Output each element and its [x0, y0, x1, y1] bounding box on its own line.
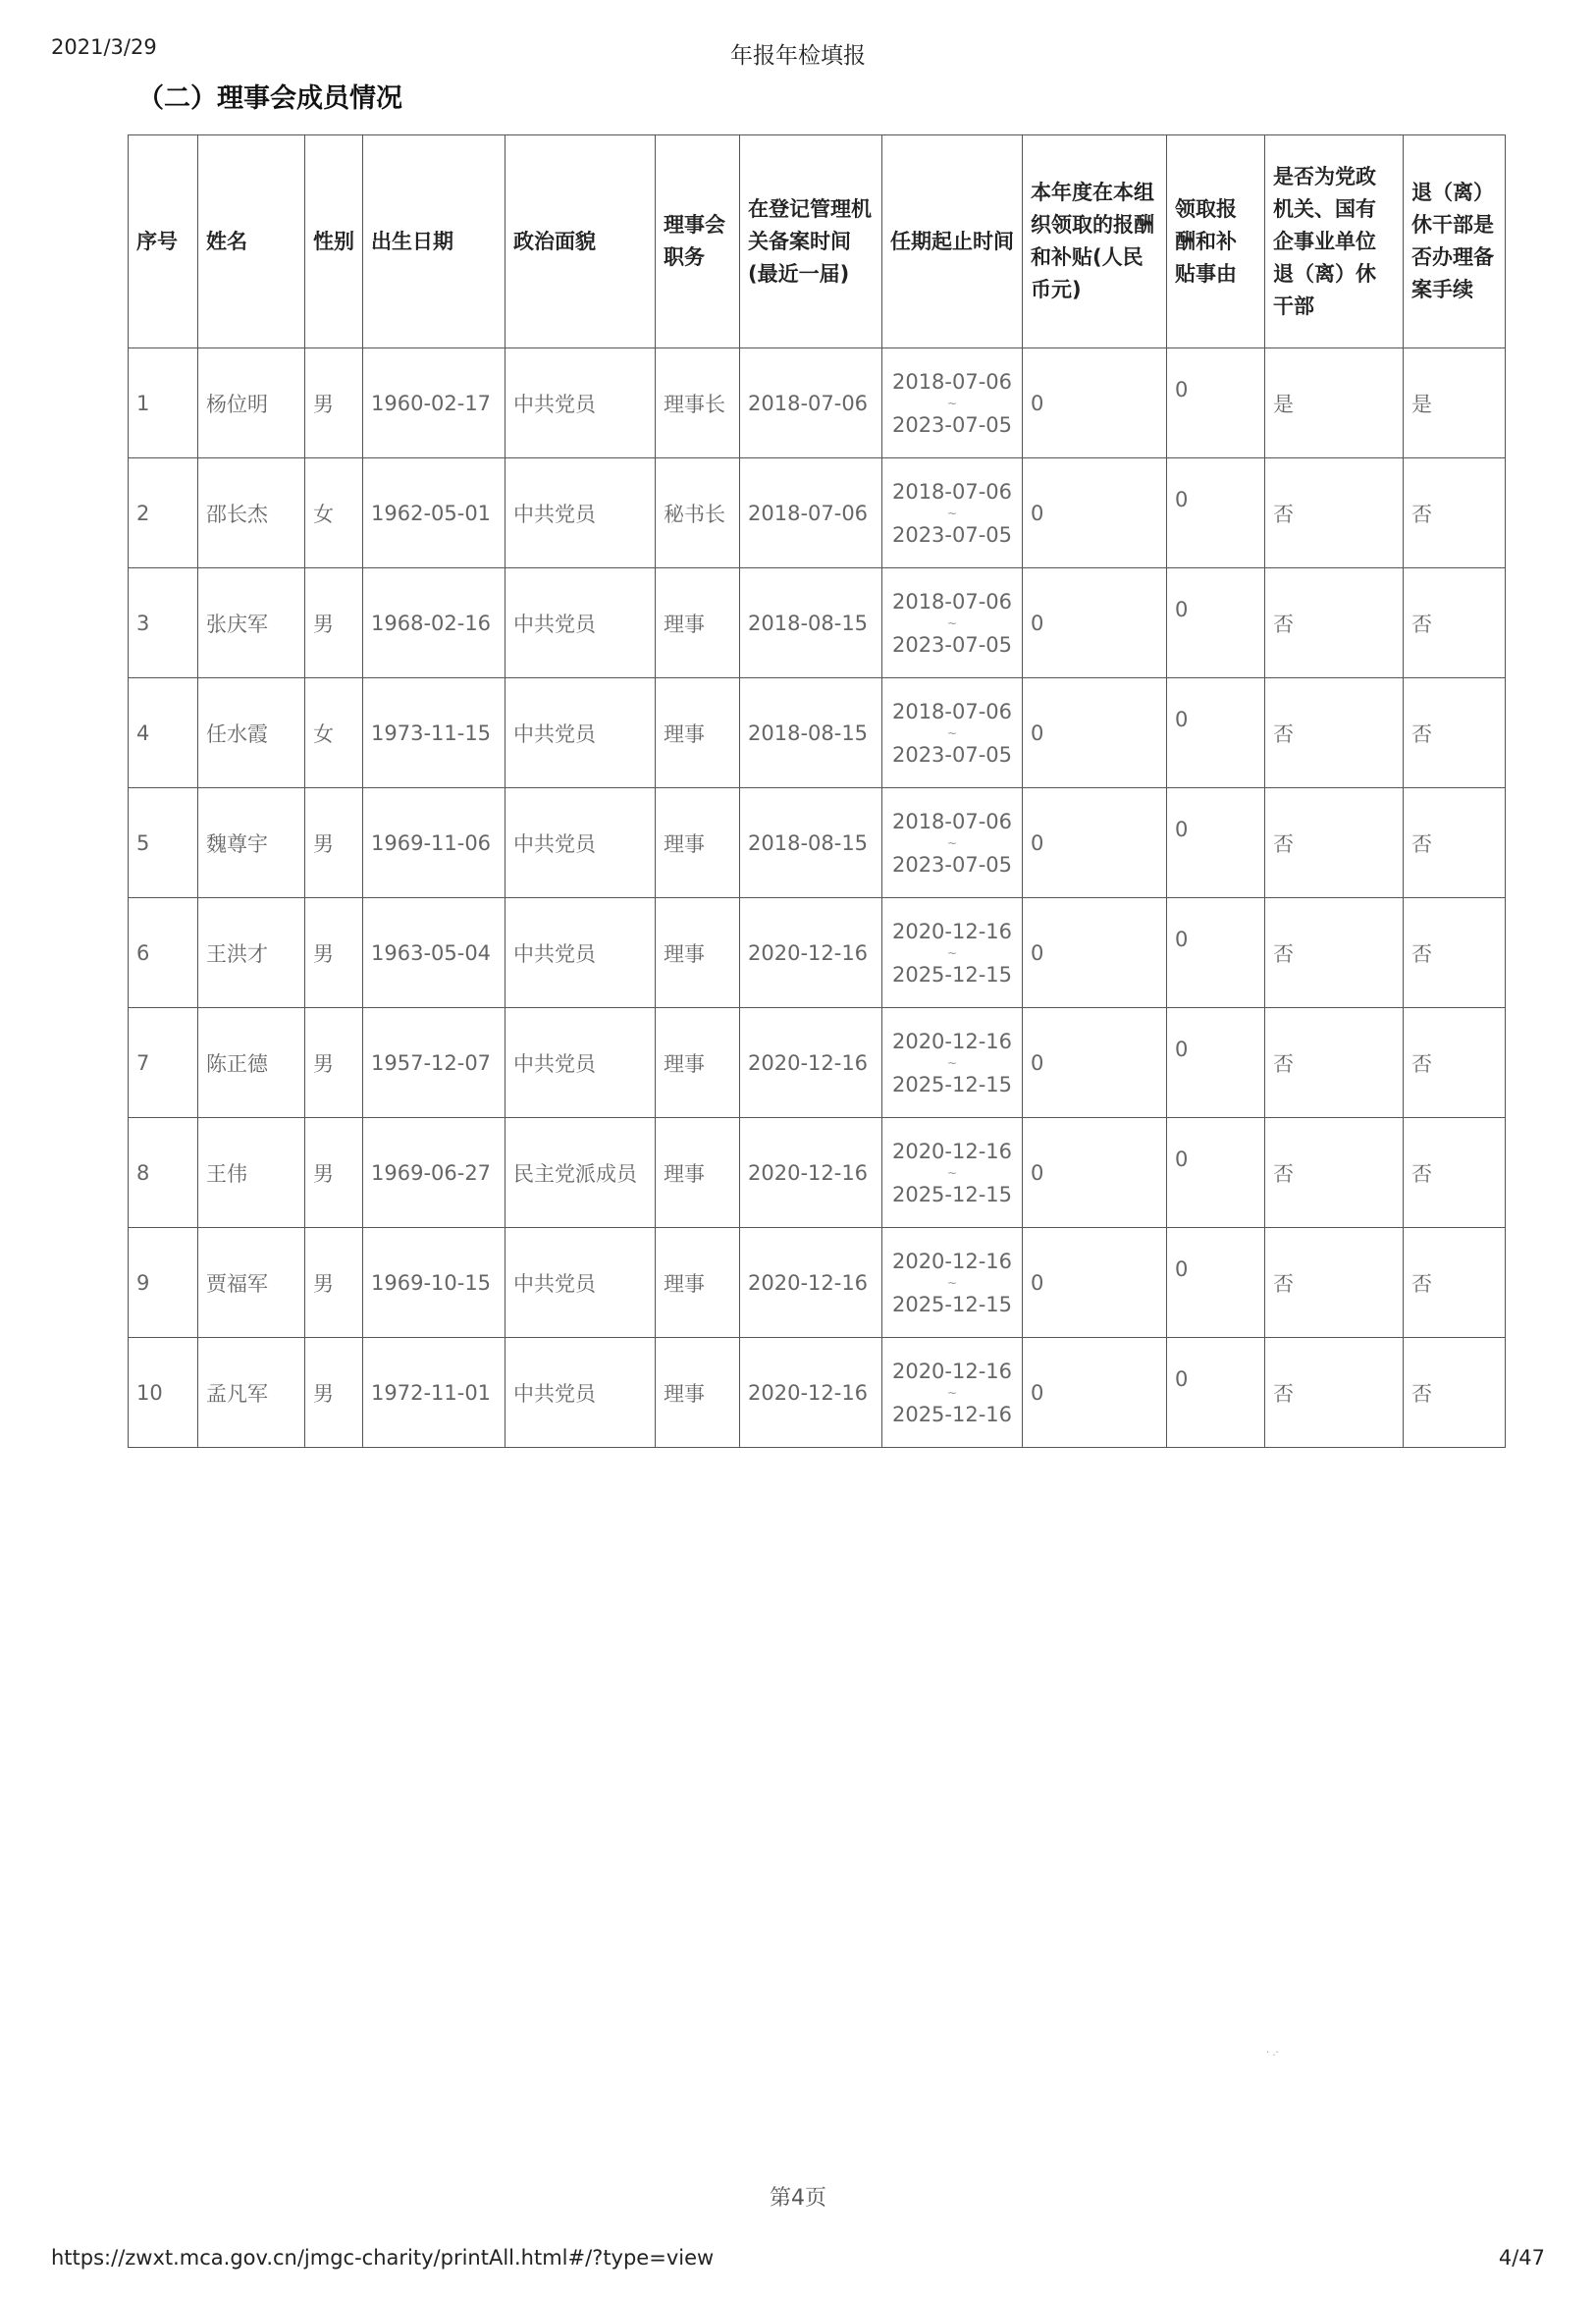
term-end: 2023-07-05 — [891, 522, 1013, 547]
header-term: 任期起止时间 — [882, 135, 1023, 348]
cell-filed-time: 2020-12-16 — [740, 898, 882, 1008]
cell-term — [882, 788, 1023, 898]
term-separator: ~ — [946, 615, 958, 630]
header-no: 序号 — [129, 135, 198, 348]
table-row — [129, 898, 1506, 1008]
term-separator: ~ — [946, 1275, 958, 1290]
cell-term — [882, 898, 1023, 1008]
term-start: 2020-12-16 — [891, 1139, 1013, 1163]
cell-position: 理事 — [656, 568, 740, 678]
header-retired-filed: 退（离）休干部是否办理备案手续 — [1404, 135, 1506, 348]
cell-filed-time: 2018-07-06 — [740, 458, 882, 568]
cell-is-retired: 否 — [1265, 678, 1404, 788]
cell-birth: 1960-02-17 — [363, 348, 505, 458]
term-start: 2018-07-06 — [891, 589, 1013, 614]
term-end: 2023-07-05 — [891, 632, 1013, 657]
cell-is-retired: 否 — [1265, 898, 1404, 1008]
cell-pay-reason — [1167, 898, 1265, 1008]
cell-no: 2 — [129, 458, 198, 568]
cell-gender: 女 — [305, 678, 363, 788]
term-start: 2018-07-06 — [891, 699, 1013, 723]
pay-reason-value: 0 — [1175, 1147, 1189, 1171]
cell-gender: 男 — [305, 348, 363, 458]
table-row — [129, 1338, 1506, 1448]
term-end: 2025-12-15 — [891, 1072, 1013, 1096]
term-separator: ~ — [946, 835, 958, 850]
term-separator: ~ — [946, 506, 958, 520]
pay-reason-value: 0 — [1175, 487, 1189, 511]
scan-speck: · .· — [1266, 2048, 1279, 2058]
cell-pay-reason — [1167, 678, 1265, 788]
cell-political: 中共党员 — [505, 898, 656, 1008]
header-birth: 出生日期 — [363, 135, 505, 348]
cell-birth: 1957-12-07 — [363, 1008, 505, 1118]
cell-name: 邵长杰 — [198, 458, 305, 568]
table-row — [129, 678, 1506, 788]
cell-position: 秘书长 — [656, 458, 740, 568]
cell-gender: 男 — [305, 898, 363, 1008]
cell-retired-filed: 否 — [1404, 1338, 1506, 1448]
pay-reason-value: 0 — [1175, 1037, 1189, 1061]
cell-name: 王伟 — [198, 1118, 305, 1228]
cell-no: 4 — [129, 678, 198, 788]
term-start: 2018-07-06 — [891, 479, 1013, 504]
term-end: 2023-07-05 — [891, 742, 1013, 767]
term-separator: ~ — [946, 725, 958, 740]
table-row — [129, 458, 1506, 568]
cell-political: 民主党派成员 — [505, 1118, 656, 1228]
cell-no: 9 — [129, 1228, 198, 1338]
term-start: 2020-12-16 — [891, 1029, 1013, 1053]
cell-pay-reason — [1167, 1118, 1265, 1228]
term-start: 2018-07-06 — [891, 369, 1013, 394]
cell-gender: 男 — [305, 1008, 363, 1118]
header-political: 政治面貌 — [505, 135, 656, 348]
cell-filed-time: 2020-12-16 — [740, 1008, 882, 1118]
term-separator: ~ — [946, 1385, 958, 1400]
pay-reason-value: 0 — [1175, 377, 1189, 401]
cell-political: 中共党员 — [505, 348, 656, 458]
cell-pay: 0 — [1023, 678, 1167, 788]
footer-url: https://zwxt.mca.gov.cn/jmgc-charity/printAll.html#/?type=view — [51, 2246, 715, 2270]
cell-gender: 男 — [305, 1118, 363, 1228]
pay-reason-value: 0 — [1175, 1256, 1189, 1281]
cell-retired-filed: 是 — [1404, 348, 1506, 458]
cell-filed-time: 2020-12-16 — [740, 1338, 882, 1448]
cell-pay: 0 — [1023, 348, 1167, 458]
print-header-title: 年报年检填报 — [730, 43, 866, 69]
cell-retired-filed: 否 — [1404, 1008, 1506, 1118]
term-separator: ~ — [946, 1165, 958, 1180]
cell-is-retired: 否 — [1265, 1008, 1404, 1118]
cell-name: 贾福军 — [198, 1228, 305, 1338]
table-row — [129, 1228, 1506, 1338]
cell-name: 王洪才 — [198, 898, 305, 1008]
cell-position: 理事 — [656, 788, 740, 898]
header-is-retired: 是否为党政机关、国有企事业单位退（离）休干部 — [1265, 135, 1404, 348]
cell-name: 孟凡军 — [198, 1338, 305, 1448]
cell-birth: 1969-06-27 — [363, 1118, 505, 1228]
footer-page-count: 4/47 — [1498, 2246, 1545, 2270]
cell-political: 中共党员 — [505, 458, 656, 568]
cell-pay: 0 — [1023, 1228, 1167, 1338]
page-number-label: 第4页 — [770, 2186, 826, 2211]
table-row — [129, 1008, 1506, 1118]
header-gender: 性别 — [305, 135, 363, 348]
cell-political: 中共党员 — [505, 1008, 656, 1118]
cell-is-retired: 否 — [1265, 458, 1404, 568]
cell-retired-filed: 否 — [1404, 1118, 1506, 1228]
cell-filed-time: 2018-08-15 — [740, 678, 882, 788]
term-end: 2025-12-15 — [891, 1292, 1013, 1316]
cell-gender: 男 — [305, 1228, 363, 1338]
cell-pay-reason — [1167, 348, 1265, 458]
header-position: 理事会职务 — [656, 135, 740, 348]
cell-pay: 0 — [1023, 788, 1167, 898]
cell-no: 1 — [129, 348, 198, 458]
cell-no: 5 — [129, 788, 198, 898]
cell-position: 理事 — [656, 1008, 740, 1118]
term-end: 2025-12-15 — [891, 962, 1013, 987]
table-row — [129, 1118, 1506, 1228]
header-filed-time: 在登记管理机关备案时间(最近一届) — [740, 135, 882, 348]
cell-filed-time: 2020-12-16 — [740, 1228, 882, 1338]
cell-no: 10 — [129, 1338, 198, 1448]
print-date: 2021/3/29 — [51, 35, 157, 59]
cell-pay-reason — [1167, 568, 1265, 678]
term-end: 2025-12-15 — [891, 1182, 1013, 1206]
cell-retired-filed: 否 — [1404, 898, 1506, 1008]
cell-name: 杨位明 — [198, 348, 305, 458]
cell-political: 中共党员 — [505, 568, 656, 678]
cell-political: 中共党员 — [505, 788, 656, 898]
cell-retired-filed: 否 — [1404, 1228, 1506, 1338]
cell-birth: 1963-05-04 — [363, 898, 505, 1008]
term-start: 2020-12-16 — [891, 919, 1013, 943]
term-start: 2020-12-16 — [891, 1249, 1013, 1273]
table-row — [129, 348, 1506, 458]
header-pay: 本年度在本组织领取的报酬和补贴(人民币元) — [1023, 135, 1167, 348]
header-pay-reason: 领取报酬和补贴事由 — [1167, 135, 1265, 348]
cell-political: 中共党员 — [505, 678, 656, 788]
cell-position: 理事 — [656, 1338, 740, 1448]
cell-name: 陈正德 — [198, 1008, 305, 1118]
cell-term — [882, 1228, 1023, 1338]
cell-position: 理事 — [656, 678, 740, 788]
cell-term — [882, 1008, 1023, 1118]
table-header-row — [129, 135, 1506, 348]
cell-term — [882, 678, 1023, 788]
cell-no: 7 — [129, 1008, 198, 1118]
cell-is-retired: 否 — [1265, 788, 1404, 898]
cell-retired-filed: 否 — [1404, 568, 1506, 678]
cell-retired-filed: 否 — [1404, 458, 1506, 568]
cell-birth: 1972-11-01 — [363, 1338, 505, 1448]
cell-birth: 1969-10-15 — [363, 1228, 505, 1338]
cell-term — [882, 458, 1023, 568]
cell-is-retired: 否 — [1265, 568, 1404, 678]
cell-pay: 0 — [1023, 1338, 1167, 1448]
cell-is-retired: 是 — [1265, 348, 1404, 458]
term-separator: ~ — [946, 1055, 958, 1070]
cell-political: 中共党员 — [505, 1338, 656, 1448]
cell-gender: 男 — [305, 568, 363, 678]
pay-reason-value: 0 — [1175, 597, 1189, 621]
section-title: （二）理事会成员情况 — [137, 83, 402, 114]
pay-reason-value: 0 — [1175, 927, 1189, 951]
cell-position: 理事 — [656, 898, 740, 1008]
cell-pay-reason — [1167, 788, 1265, 898]
cell-birth: 1968-02-16 — [363, 568, 505, 678]
cell-is-retired: 否 — [1265, 1338, 1404, 1448]
pay-reason-value: 0 — [1175, 1366, 1189, 1391]
cell-filed-time: 2018-08-15 — [740, 788, 882, 898]
cell-birth: 1969-11-06 — [363, 788, 505, 898]
pay-reason-value: 0 — [1175, 707, 1189, 731]
cell-no: 3 — [129, 568, 198, 678]
cell-term — [882, 1118, 1023, 1228]
cell-gender: 男 — [305, 1338, 363, 1448]
cell-filed-time: 2020-12-16 — [740, 1118, 882, 1228]
cell-name: 魏尊宇 — [198, 788, 305, 898]
cell-retired-filed: 否 — [1404, 788, 1506, 898]
cell-pay-reason — [1167, 1008, 1265, 1118]
cell-pay-reason — [1167, 1228, 1265, 1338]
cell-birth: 1973-11-15 — [363, 678, 505, 788]
cell-position: 理事 — [656, 1228, 740, 1338]
term-start: 2020-12-16 — [891, 1359, 1013, 1383]
term-end: 2023-07-05 — [891, 412, 1013, 437]
cell-is-retired: 否 — [1265, 1118, 1404, 1228]
cell-pay: 0 — [1023, 568, 1167, 678]
cell-pay: 0 — [1023, 898, 1167, 1008]
header-name: 姓名 — [198, 135, 305, 348]
term-start: 2018-07-06 — [891, 809, 1013, 833]
cell-filed-time: 2018-08-15 — [740, 568, 882, 678]
cell-term — [882, 568, 1023, 678]
term-separator: ~ — [946, 945, 958, 960]
cell-term — [882, 348, 1023, 458]
cell-birth: 1962-05-01 — [363, 458, 505, 568]
cell-political: 中共党员 — [505, 1228, 656, 1338]
cell-pay: 0 — [1023, 1118, 1167, 1228]
cell-position: 理事长 — [656, 348, 740, 458]
cell-pay: 0 — [1023, 458, 1167, 568]
table-row — [129, 788, 1506, 898]
cell-no: 6 — [129, 898, 198, 1008]
cell-gender: 男 — [305, 788, 363, 898]
term-separator: ~ — [946, 396, 958, 410]
cell-name: 张庆军 — [198, 568, 305, 678]
cell-position: 理事 — [656, 1118, 740, 1228]
cell-pay: 0 — [1023, 1008, 1167, 1118]
pay-reason-value: 0 — [1175, 817, 1189, 841]
cell-gender: 女 — [305, 458, 363, 568]
cell-pay-reason — [1167, 1338, 1265, 1448]
cell-term — [882, 1338, 1023, 1448]
cell-retired-filed: 否 — [1404, 678, 1506, 788]
board-members-table — [128, 134, 1506, 1448]
cell-no: 8 — [129, 1118, 198, 1228]
cell-is-retired: 否 — [1265, 1228, 1404, 1338]
term-end: 2025-12-16 — [891, 1402, 1013, 1426]
term-end: 2023-07-05 — [891, 852, 1013, 877]
cell-filed-time: 2018-07-06 — [740, 348, 882, 458]
cell-name: 任水霞 — [198, 678, 305, 788]
cell-pay-reason — [1167, 458, 1265, 568]
table-row — [129, 568, 1506, 678]
